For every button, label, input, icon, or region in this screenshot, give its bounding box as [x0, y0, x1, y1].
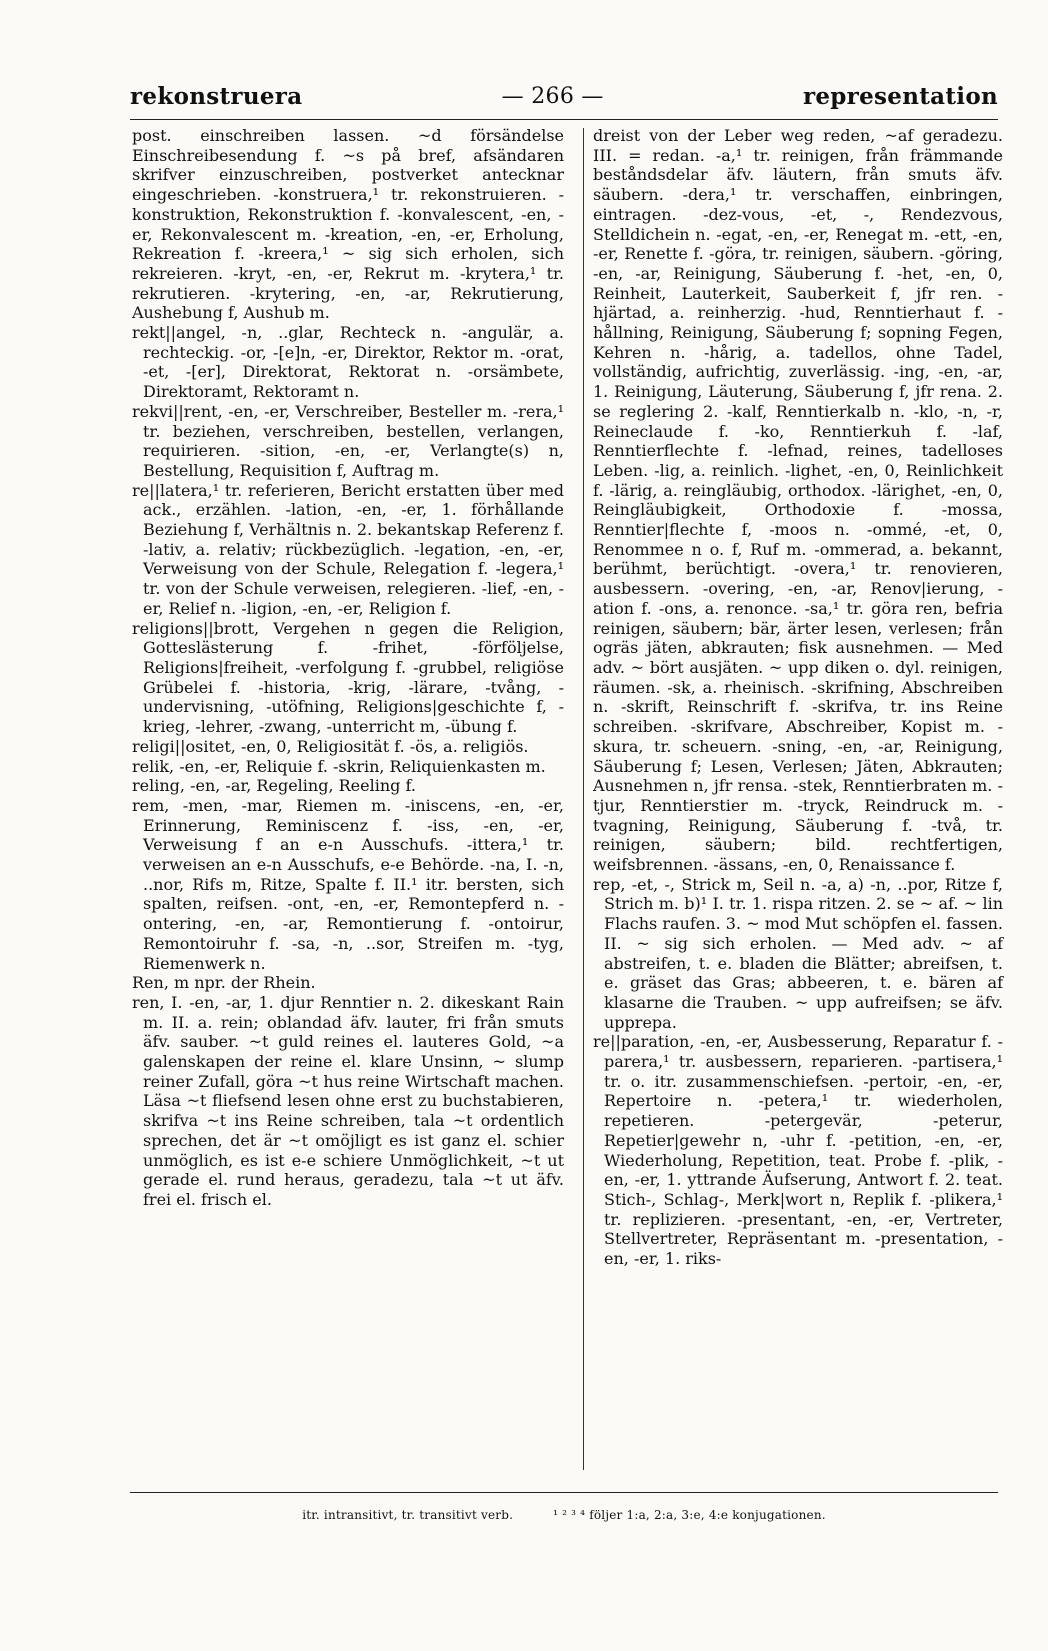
header-rule	[130, 119, 998, 120]
entry: rep, -et, -, Strick m, Seil n. -a, a) -n, ..por, Ritze f, Strich m. b)¹ I. tr. 1. rispa ritzen. 2. se ~ af. ~ lin Flachs raufen. 3. ~ mod Mut schöpfen el. fassen. II. ~ sig sich erholen. — Med adv. ~ af abstreifen, t. e. bladen die Blätter; abreifsen, t. e. gräset das Gras; abbeeren, t. e. bären af klasarne die Trauben. ~ upp aufreifsen; se äfv. upprepa.	[593, 874, 1003, 1032]
entry: rekt||angel, -n, ..glar, Rechteck n. -angulär, a. rechteckig. -or, -[e]n, -er, Direktor, Rektor m. -orat, -et, -[er], Direktorat, Rektorat n. -orsämbete, Direktoramt, Rektoramt n.	[132, 323, 564, 402]
entry: re||paration, -en, -er, Ausbesserung, Reparatur f. -parera,¹ tr. ausbessern, reparieren. -partisera,¹ tr. o. itr. zusammenschiefsen. -pertoir, -en, -er, Repertoire n. -petera,¹ tr. wiederholen, repetieren. -petergevär, -peterur, Repetier|gewehr n, -uhr f. -petition, -en, -er, Wiederholung, Repetition, teat. Probe f. -plik, -en, -er, 1. yttrande Äufserung, Antwort f. 2. teat. Stich-, Schlag-, Merk|wort n, Replik f. -plikera,¹ tr. replizieren. -presentant, -en, -er, Vertreter, Stellvertreter, Repräsentant m. -presentation, -en, -er, 1. riks-	[593, 1032, 1003, 1269]
right-column	[593, 126, 1003, 1269]
entry: relik, -en, -er, Reliquie f. -skrin, Reliquienkasten m.	[132, 756, 546, 776]
page-footer	[130, 1508, 998, 1522]
column-separator	[583, 128, 584, 1470]
header-right-guide-word: representation	[802, 82, 998, 110]
footer-rule	[130, 1492, 998, 1493]
entry: rem, -men, -mar, Riemen m. -iniscens, -en, -er, Erinnerung, Reminiscenz f. -iss, -en, -er, Verweisung f an e-n Ausschufs. -ittera,¹ tr. verweisen an e-n Ausschufs, e-e Behörde. -na, I. -n, ..nor, Rifs m, Ritze, Spalte f. II.¹ itr. bersten, sich spalten, reifsen. -ont, -en, -er, Remontepferd n. -ontering, -en, -ar, Remontierung f. -ontoirur, Remontoiruhr f. -sa, -n, ..sor, Streifen m. -tyg, Riemenwerk n.	[132, 795, 564, 973]
left-column	[132, 126, 564, 1210]
page-number: — 266 —	[501, 83, 604, 109]
entry: post. einschreiben lassen. ~d försändelse Einschreibesendung f. ~s på bref, afsändaren skrifver einzuschreiben, postverket antecknar eingeschrieben. -konstruera,¹ tr. rekonstruieren. -konstruktion, Rekonstruktion f. -konvalescent, -en, -er, Rekonvalescent m. -kreation, -en, -er, Erholung, Rekreation f. -kreera,¹ ~ sig sich erholen, sich rekreieren. -kryt, -en, -er, Rekrut m. -krytera,¹ tr. rekrutieren. -krytering, -en, -ar, Rekrutierung, Aushebung f, Aushub m.	[132, 126, 564, 323]
page-header	[130, 76, 998, 116]
entry: religi||ositet, -en, 0, Religiosität f. -ös, a. religiös.	[132, 736, 529, 756]
entry: ren, I. -en, -ar, 1. djur Renntier n. 2. dikeskant Rain m. II. a. rein; oblandad äfv. lauter, fri från smuts äfv. sauber. ~t guld reines el. lauteres Gold, ~a galenskapen der reine el. klare Unsinn, ~ slump reiner Zufall, göra ~t hus reine Wirtschaft machen. Läsa ~t fliefsend lesen ohne erst zu buchstabieren, skrifva ~t ins Reine schreiben, tala ~t ordentlich sprechen, det är ~t omöjligt es ist ganz el. schier unmöglich, es ist e-e schiere Unmöglichkeit, ~t ut gerade el. rund heraus, geradezu, tala ~t ut äfv. frei el. frisch el.	[132, 992, 564, 1209]
entry: reling, -en, -ar, Regeling, Reeling f.	[132, 776, 416, 796]
entry: rekvi||rent, -en, -er, Verschreiber, Besteller m. -rera,¹ tr. beziehen, verschreiben, bestellen, verlangen, requirieren. -sition, -en, -er, Verlangte(s) n, Bestellung, Requisition f, Auftrag m.	[132, 401, 564, 480]
entry: Ren, m npr. der Rhein.	[132, 973, 316, 993]
entry: dreist von der Leber weg reden, ~af geradezu. III. = redan. -a,¹ tr. reinigen, från främmande beståndsdelar äfv. läutern, från smuts äfv. säubern. -dera,¹ tr. verschaffen, einbringen, eintragen. -dez-vous, -et, -, Rendezvous, Stelldichein n. -egat, -en, -er, Renegat m. -ett, -en, -er, Renette f. -göra, tr. reinigen, säubern. -göring, -en, -ar, Reinigung, Säuberung f. -het, -en, 0, Reinheit, Lauterkeit, Sauberkeit f, jfr ren. -hjärtad, a. reinherzig. -hud, Renntierhaut f. -hållning, Reinigung, Säuberung f; sopning Fegen, Kehren n. -hårig, a. tadellos, ohne Tadel, vollständig, aufrichtig, zuverlässig. -ing, -en, -ar, 1. Reinigung, Läuterung, Säuberung f, jfr rena. 2. se reglering 2. -kalf, Renntierkalb n. -klo, -n, -r, Reineclaude f. -ko, Renntierkuh f. -laf, Renntierflechte f. -lefnad, reines, tadelloses Leben. -lig, a. reinlich. -lighet, -en, 0, Reinlichkeit f. -lärig, a. reingläubig, orthodox. -lärighet, -en, 0, Reingläubigkeit, Orthodoxie f. -mossa, Renntier|flechte f, -moos n. -ommé, -et, 0, Renommee n o. f, Ruf m. -ommerad, a. bekannt, berühmt, berüchtigt. -overa,¹ tr. renovieren, ausbessern. -overing, -en, -ar, Renov|ierung, -ation f. -ons, a. renonce. -sa,¹ tr. göra ren, befria reinigen, säubern; bär, ärter lesen, verlesen; från ogräs jäten, abkrauten; fisk ausnehmen. — Med adv. ~ bört ausjäten. ~ upp diken o. dyl. reinigen, räumen. -sk, a. rheinisch. -skrifning, Abschreiben n. -skrift, Reinschrift f. -skrifva, tr. ins Reine schreiben. -skrifvare, Abschreiber, Kopist m. -skura, tr. scheuern. -sning, -en, -ar, Reinigung, Säuberung f; Lesen, Verlesen; Jäten, Abkrauten; Ausnehmen n, jfr rensa. -stek, Renntierbraten m. -tjur, Renntierstier m. -tryck, Reindruck m. -tvagning, Reinigung, Säuberung f. -två, tr. reinigen, säubern; bild. rechtfertigen, weifsbrennen. -ässans, -en, 0, Renaissance f.	[593, 126, 1003, 875]
entry: religions||brott, Vergehen n gegen die Religion, Gotteslästerung f. -frihet, -förföljelse, Religions|freiheit, -verfolgung f. -grubbel, religiöse Grübelei f. -historia, -krig, -lärare, -tvång, -undervisning, -utöfning, Religions|geschichte f, -krieg, -lehrer, -zwang, -unterricht m, -übung f.	[132, 618, 564, 737]
header-left-guide-word: rekonstruera	[130, 82, 303, 110]
footer-abbreviations: itr. intransitivt, tr. transitivt verb.	[302, 1508, 514, 1522]
footer-conjugation-note: ¹ ² ³ ⁴ följer 1:a, 2:a, 3:e, 4:e konjugationen.	[553, 1508, 826, 1522]
entry: re||latera,¹ tr. referieren, Bericht erstatten über med ack., erzählen. -lation, -en, -er, 1. förhållande Beziehung f, Verhältnis n. 2. bekantskap Referenz f. -lativ, a. relativ; rückbezüglich. -legation, -en, -er, Verweisung von der Schule, Relegation f. -legera,¹ tr. von der Schule verweisen, relegieren. -lief, -en, -er, Relief n. -ligion, -en, -er, Religion f.	[132, 480, 564, 618]
